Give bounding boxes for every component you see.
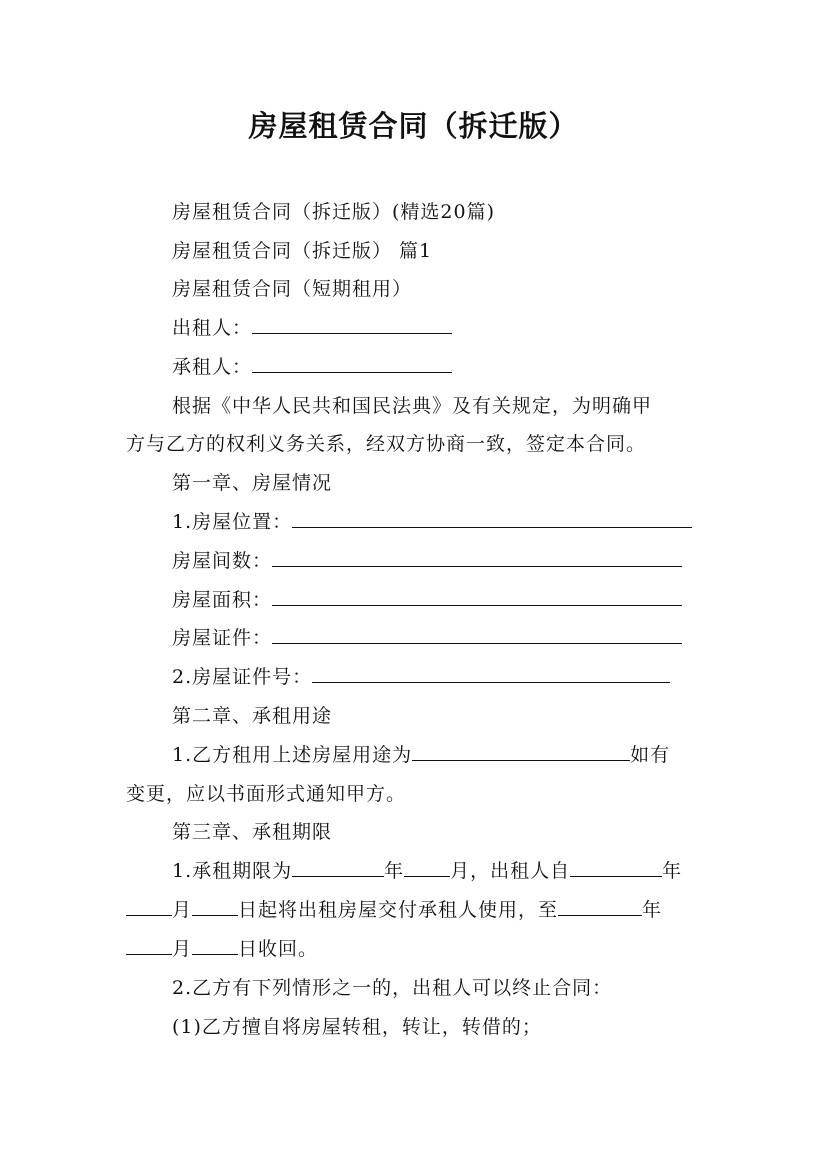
doc-subtitle: 房屋租赁合同（拆迁版）(精选20篇)	[172, 201, 496, 223]
end-year-text: 年	[642, 899, 663, 921]
end-day-blank[interactable]	[192, 936, 238, 955]
term-line-3	[126, 936, 726, 962]
chapter-1-heading: 第一章、房屋情况	[172, 472, 333, 494]
end-year-blank[interactable]	[558, 897, 642, 916]
house-rooms-blank[interactable]	[272, 548, 682, 567]
lessee-line	[172, 354, 772, 380]
cert-no-line	[172, 664, 772, 690]
use-line-1	[172, 742, 772, 768]
house-location-line	[172, 509, 772, 535]
house-cert-label: 房屋证件：	[172, 627, 273, 649]
preamble-line-2: 方与乙方的权利义务关系，经双方协商一致，签定本合同。	[126, 433, 647, 455]
end-month-blank[interactable]	[126, 936, 172, 955]
chapter-2-heading: 第二章、承租用途	[172, 705, 333, 727]
termination-clause: 2.乙方有下列情形之一的，出租人可以终止合同：	[172, 977, 613, 999]
start-day-blank[interactable]	[192, 897, 238, 916]
lessee-label: 承租人：	[172, 356, 253, 378]
end-day-text: 日收回。	[238, 938, 319, 960]
document-title: 房屋租赁合同（拆迁版）	[248, 109, 579, 143]
end-month-text: 月	[172, 938, 193, 960]
use-suffix: 如有	[630, 744, 671, 766]
house-cert-blank[interactable]	[272, 625, 682, 644]
term-from-text: 月，出租人自	[450, 860, 571, 882]
term-label: 1.承租期限为	[172, 860, 293, 882]
contract-name: 房屋租赁合同（短期租用）	[172, 278, 413, 300]
chapter-3-heading: 第三章、承租期限	[172, 821, 333, 843]
start-year-blank[interactable]	[570, 858, 662, 877]
lessor-label: 出租人：	[172, 317, 253, 339]
lessee-blank[interactable]	[252, 354, 452, 373]
house-location-label: 1.房屋位置：	[172, 511, 293, 533]
use-line-2: 变更，应以书面形式通知甲方。	[126, 783, 407, 805]
preamble-line-1: 根据《中华人民共和国民法典》及有关规定，为明确甲	[172, 395, 653, 417]
use-label: 1.乙方租用上述房屋用途为	[172, 744, 413, 766]
term-years-blank[interactable]	[292, 858, 384, 877]
cert-no-label: 2.房屋证件号：	[172, 666, 313, 688]
termination-item-1: (1)乙方擅自将房屋转租，转让，转借的；	[172, 1016, 542, 1038]
house-cert-line	[172, 625, 772, 651]
handover-text: 日起将出租房屋交付承租人使用，至	[238, 899, 559, 921]
article-heading: 房屋租赁合同（拆迁版） 篇1	[172, 240, 433, 262]
house-rooms-line	[172, 548, 772, 574]
term-months-blank[interactable]	[404, 858, 450, 877]
use-blank[interactable]	[412, 742, 630, 761]
house-area-label: 房屋面积：	[172, 589, 273, 611]
term-line-1	[172, 858, 772, 884]
term-year-text: 年	[384, 860, 405, 882]
start-month-blank[interactable]	[126, 897, 172, 916]
house-rooms-label: 房屋间数：	[172, 550, 273, 572]
house-area-line	[172, 587, 772, 613]
lessor-line	[172, 315, 772, 341]
start-year-text: 年	[662, 860, 683, 882]
house-location-blank[interactable]	[292, 509, 692, 528]
lessor-blank[interactable]	[252, 315, 452, 334]
start-month-text: 月	[172, 899, 193, 921]
cert-no-blank[interactable]	[312, 664, 670, 683]
house-area-blank[interactable]	[272, 587, 682, 606]
term-line-2	[126, 897, 726, 923]
